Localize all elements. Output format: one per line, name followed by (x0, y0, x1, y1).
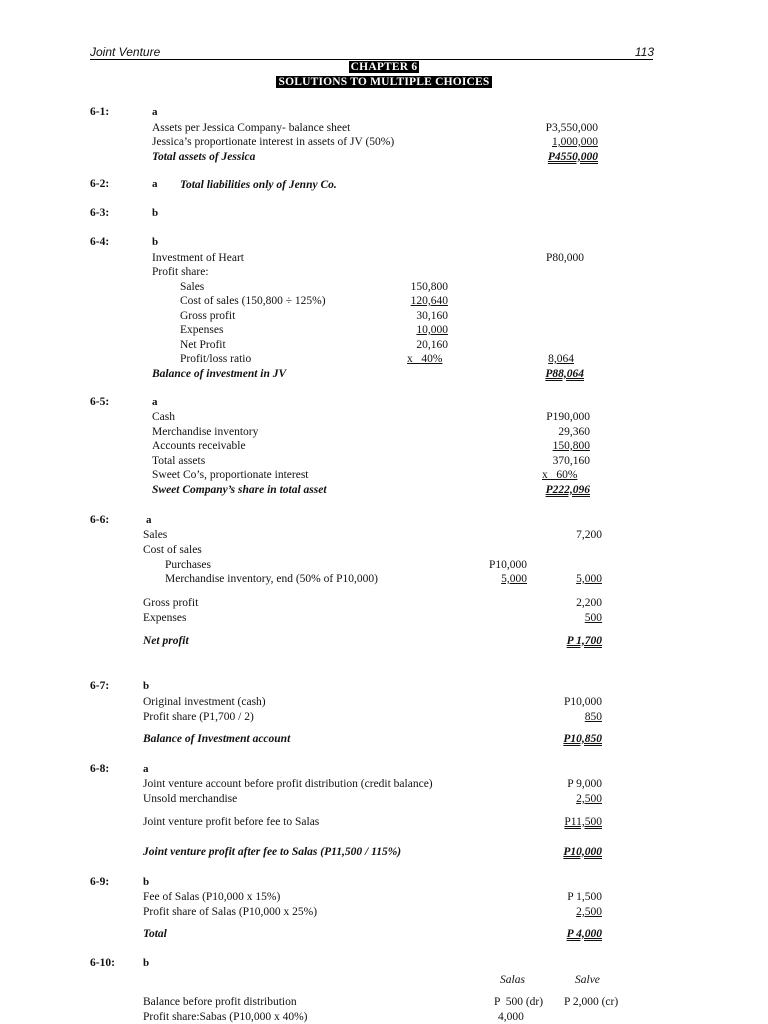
line-value: 850 (584, 711, 602, 723)
answer-letter: b (143, 876, 150, 888)
line-value: 29,360 (558, 426, 590, 438)
total-label: Balance of investment in JV (152, 368, 287, 380)
total-value: P10,000 (563, 846, 602, 858)
sub-label: Sales (180, 281, 205, 293)
line-value: 4,000 (498, 1011, 524, 1023)
total-value: P88,064 (545, 368, 584, 380)
total-value: P10,850 (563, 733, 602, 745)
line-value: 2,500 (576, 906, 602, 918)
sub-label: Gross profit (180, 310, 236, 322)
question-number: 6-2: (90, 178, 110, 190)
line-label: Merchandise inventory (152, 426, 259, 438)
line-value: 370,160 (552, 455, 590, 467)
line-label: Profit share of Salas (P10,000 x 25%) (143, 906, 318, 918)
line-value: 5,000 (576, 573, 602, 585)
running-header-title: Joint Venture (90, 45, 161, 59)
question-number: 6-7: (90, 680, 110, 692)
header-rule (90, 59, 653, 60)
column-header: Salas (500, 974, 525, 986)
line-label: Cash (152, 411, 175, 423)
answer-letter: b (152, 236, 159, 248)
question-number: 6-10: (90, 957, 115, 969)
line-value: P80,000 (545, 252, 584, 264)
total-label: Joint venture profit after fee to Salas (P11,500 / 115%) (143, 846, 402, 858)
sub-label: Profit/loss ratio (180, 353, 252, 365)
line-value: 1,000,000 (552, 136, 598, 148)
line-label: Cost of sales (143, 544, 202, 556)
line-value: x 60% (542, 469, 578, 481)
total-value: P 1,700 (566, 635, 602, 647)
line-label: Gross profit (143, 597, 199, 609)
answer-letter: b (143, 957, 150, 969)
line-value: 7,200 (576, 529, 602, 541)
total-label: Sweet Company’s share in total asset (152, 484, 327, 496)
answer-letter: a (152, 396, 158, 408)
sub-value: P10,000 (488, 559, 527, 571)
line-value: P 9,000 (567, 778, 602, 790)
line-value: 2,500 (576, 793, 602, 805)
line-label: Assets per Jessica Company- balance sheet (152, 122, 351, 134)
line-label: Sales (143, 529, 168, 541)
section-title: SOLUTIONS TO MULTIPLE CHOICES (278, 76, 490, 88)
column-header: Salve (575, 974, 600, 986)
line-label: Investment of Heart (152, 252, 244, 264)
line-label: Unsold merchandise (143, 793, 238, 805)
total-label: Total assets of Jessica (152, 151, 256, 163)
question-number: 6-3: (90, 207, 110, 219)
line-value: P 2,000 (cr) (564, 996, 619, 1008)
line-label: Balance before profit distribution (143, 996, 297, 1008)
sub-label: Cost of sales (150,800 ÷ 125%) (180, 295, 326, 307)
sub-value: 20,160 (416, 339, 448, 351)
question-number: 6-4: (90, 236, 110, 248)
line-label: Profit share:Sabas (P10,000 x 40%) (143, 1011, 308, 1023)
sub-value: 30,160 (416, 310, 448, 322)
question-number: 6-9: (90, 876, 110, 888)
sub-value: 120,640 (410, 295, 448, 307)
line-value: 8,064 (548, 353, 574, 365)
line-value: 2,200 (576, 597, 602, 609)
sub-value: 150,800 (410, 281, 448, 293)
answer-letter: a (152, 178, 158, 190)
line-value: 500 (584, 612, 602, 624)
line-value: P190,000 (546, 411, 590, 423)
line-value: P10,000 (563, 696, 602, 708)
line-value: 150,800 (552, 440, 590, 452)
sub-label: Expenses (180, 324, 224, 336)
question-number: 6-5: (90, 396, 110, 408)
line-label: Joint venture profit before fee to Salas (143, 816, 320, 828)
answer-letter: a (146, 514, 152, 526)
answer-letter: a (152, 106, 158, 118)
sub-label: Merchandise inventory, end (50% of P10,000) (165, 573, 378, 585)
line-label: Sweet Co’s, proportionate interest (152, 469, 309, 481)
answer-letter: a (143, 763, 149, 775)
question-number: 6-1: (90, 106, 110, 118)
sub-label: Net Profit (180, 339, 226, 351)
line-label: Fee of Salas (P10,000 x 15%) (143, 891, 281, 903)
question-number: 6-8: (90, 763, 110, 775)
question-number: 6-6: (90, 514, 110, 526)
line-label: Total assets (152, 455, 206, 467)
answer-letter: b (152, 207, 159, 219)
chapter-title: CHAPTER 6 (350, 61, 418, 73)
page-number: 113 (634, 45, 654, 59)
sub-value: 10,000 (416, 324, 448, 336)
total-label: Net profit (143, 635, 189, 647)
line-label: Expenses (143, 612, 187, 624)
answer-letter: b (143, 680, 150, 692)
line-label: Joint venture account before profit distribution (credit balance) (143, 778, 433, 790)
total-label: Total (143, 928, 167, 940)
total-value: P 4,000 (566, 928, 602, 940)
line-label: Profit share (P1,700 / 2) (143, 711, 254, 723)
total-value: P222,096 (545, 484, 590, 496)
line-value: P 500 (dr) (494, 996, 544, 1008)
line-value: P3,550,000 (545, 122, 598, 134)
line-label: Jessica’s proportionate interest in assets of JV (50%) (152, 136, 395, 148)
sub-value: x 40% (407, 353, 443, 365)
sub-value: 5,000 (501, 573, 527, 585)
total-value: P4550,000 (547, 151, 598, 163)
answer-text: Total liabilities only of Jenny Co. (180, 179, 337, 191)
line-label: Accounts receivable (152, 440, 246, 452)
line-value: P 1,500 (567, 891, 602, 903)
line-value: P11,500 (564, 816, 602, 828)
total-label: Balance of Investment account (143, 733, 291, 745)
line-label: Original investment (cash) (143, 696, 266, 708)
line-label: Profit share: (152, 266, 209, 278)
sub-label: Purchases (165, 559, 211, 571)
